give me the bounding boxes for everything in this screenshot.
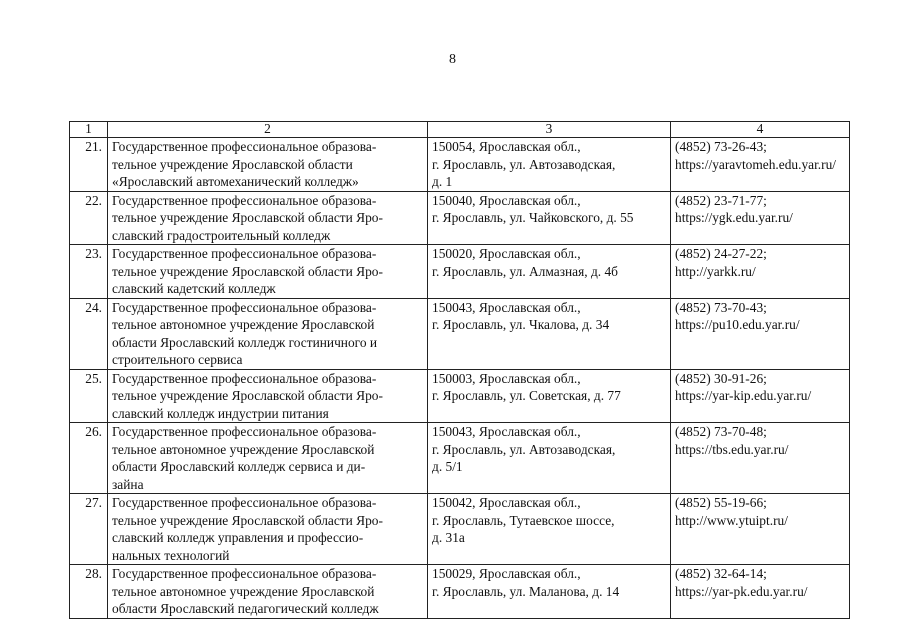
institution-name-line: славский кадетский колледж	[112, 281, 276, 296]
institution-name-line: Государственное профессиональное образова-	[112, 424, 377, 439]
institution-contact-line: https://yaravtomeh.edu.yar.ru/	[675, 156, 837, 172]
institution-contact	[671, 369, 850, 423]
table-row	[70, 369, 850, 423]
institution-contact-line: (4852) 23-71-77;	[675, 192, 767, 208]
table-row	[70, 298, 850, 369]
institution-address	[428, 369, 671, 423]
table-row	[70, 245, 850, 299]
institution-address	[428, 565, 671, 619]
institution-name	[108, 298, 428, 369]
institution-contact	[671, 423, 850, 494]
institution-address-line: д. 5/1	[432, 459, 463, 474]
institution-address	[428, 423, 671, 494]
institution-contact-line: https://yar-kip.edu.yar.ru/	[675, 388, 812, 403]
institution-contact	[671, 191, 850, 245]
institution-name	[108, 494, 428, 565]
row-number: 26.	[70, 423, 108, 494]
institution-address-line: 150054, Ярославская обл.,	[432, 139, 581, 154]
institution-contact-line: https://yar-pk.edu.yar.ru/	[675, 583, 808, 599]
table-row	[70, 191, 850, 245]
institution-name-line: Государственное профессиональное образова-	[112, 566, 377, 581]
institution-address-line: д. 31а	[432, 530, 465, 545]
institution-name-line: зайна	[112, 476, 144, 492]
institution-name-line: строительного сервиса	[112, 352, 243, 367]
institution-name	[108, 369, 428, 423]
institution-contact-line: (4852) 73-70-48;	[675, 424, 767, 439]
table-row	[70, 138, 850, 192]
institution-name	[108, 138, 428, 192]
institution-contact-line: http://yarkk.ru/	[675, 263, 756, 279]
table-row	[70, 565, 850, 619]
row-number: 25.	[70, 369, 108, 423]
institution-address-line: г. Ярославль, ул. Советская, д. 77	[432, 388, 621, 403]
institution-name-line: Государственное профессиональное образова-	[112, 495, 377, 510]
table-row	[70, 423, 850, 494]
institution-name	[108, 565, 428, 619]
column-header: 4	[671, 122, 850, 138]
institution-name-line: области Ярославский колледж гостиничного и	[112, 334, 378, 350]
institution-name-line: Государственное профессиональное образова-	[112, 246, 377, 261]
institution-contact-line: https://ygk.edu.yar.ru/	[675, 210, 793, 225]
institution-address	[428, 191, 671, 245]
institution-name-line: славский колледж управления и профессио-	[112, 530, 364, 545]
institution-contact	[671, 494, 850, 565]
institution-name-line: тельное учреждение Ярославской области	[112, 156, 353, 172]
institution-name	[108, 245, 428, 299]
institution-address-line: 150043, Ярославская обл.,	[432, 299, 581, 315]
institution-address-line: г. Ярославль, ул. Маланова, д. 14	[432, 583, 620, 599]
institution-contact-line: (4852) 55-19-66;	[675, 495, 767, 510]
institution-address-line: 150029, Ярославская обл.,	[432, 566, 581, 581]
institution-name-line: области Ярославский педагогический колледж	[112, 601, 379, 616]
institution-name-line: тельное автономное учреждение Ярославской	[112, 583, 375, 599]
institution-name	[108, 191, 428, 245]
institution-name-line: тельное учреждение Ярославской области Яро-	[112, 512, 383, 528]
institution-name-line: тельное автономное учреждение Ярославской	[112, 441, 375, 457]
table-row	[70, 494, 850, 565]
row-number: 22.	[70, 191, 108, 245]
institution-address	[428, 245, 671, 299]
institution-contact-line: (4852) 24-27-22;	[675, 246, 767, 261]
institution-name-line: Государственное профессиональное образова-	[112, 370, 377, 386]
column-header: 1	[70, 122, 108, 138]
institution-contact	[671, 138, 850, 192]
row-number: 23.	[70, 245, 108, 299]
institution-address-line: 150043, Ярославская обл.,	[432, 424, 581, 439]
institution-address-line: д. 1	[432, 174, 453, 189]
institution-contact	[671, 565, 850, 619]
institution-contact-line: (4852) 32-64-14;	[675, 566, 767, 581]
institution-name-line: Государственное профессиональное образова-	[112, 139, 377, 154]
table-body	[70, 138, 850, 619]
institution-contact-line: (4852) 73-26-43;	[675, 139, 767, 154]
header-row	[70, 122, 850, 138]
institution-name-line: тельное автономное учреждение Ярославской	[112, 317, 375, 332]
institution-contact-line: (4852) 30-91-26;	[675, 370, 767, 386]
institution-contact-line: (4852) 73-70-43;	[675, 299, 767, 315]
institution-name-line: «Ярославский автомеханический колледж»	[112, 174, 359, 189]
institution-name-line: тельное учреждение Ярославской области Яро-	[112, 388, 383, 403]
institution-address-line: г. Ярославль, ул. Автозаводская,	[432, 441, 616, 457]
row-number: 28.	[70, 565, 108, 619]
institution-name-line: Государственное профессиональное образова-	[112, 299, 377, 315]
institution-address-line: г. Ярославль, Тутаевское шоссе,	[432, 512, 615, 528]
institution-name-line: нальных технологий	[112, 547, 230, 563]
institution-name-line: славский колледж индустрии питания	[112, 405, 329, 421]
institutions-table	[69, 121, 850, 619]
row-number: 27.	[70, 494, 108, 565]
row-number: 21.	[70, 138, 108, 192]
institution-address-line: 150020, Ярославская обл.,	[432, 246, 581, 261]
institution-contact-line: https://pu10.edu.yar.ru/	[675, 317, 800, 332]
institution-contact	[671, 298, 850, 369]
institution-address-line: г. Ярославль, ул. Алмазная, д. 4б	[432, 263, 618, 279]
institution-address-line: г. Ярославль, ул. Чкалова, д. 34	[432, 317, 610, 332]
institution-name-line: тельное учреждение Ярославской области Яро-	[112, 263, 383, 279]
institution-contact-line: http://www.ytuipt.ru/	[675, 512, 788, 528]
institution-contact	[671, 245, 850, 299]
institution-address-line: г. Ярославль, ул. Чайковского, д. 55	[432, 210, 634, 225]
institution-address-line: 150003, Ярославская обл.,	[432, 370, 581, 386]
institution-address-line: г. Ярославль, ул. Автозаводская,	[432, 156, 616, 172]
institution-contact-line: https://tbs.edu.yar.ru/	[675, 441, 789, 457]
institution-address-line: 150042, Ярославская обл.,	[432, 495, 581, 510]
column-header: 2	[108, 122, 428, 138]
institution-name-line: тельное учреждение Ярославской области Яро-	[112, 210, 383, 225]
institution-name-line: Государственное профессиональное образова-	[112, 192, 377, 208]
column-header: 3	[428, 122, 671, 138]
institution-name-line: области Ярославский колледж сервиса и ди-	[112, 459, 366, 474]
institution-address	[428, 138, 671, 192]
institution-address	[428, 494, 671, 565]
institution-name	[108, 423, 428, 494]
institution-name-line: славский градостроительный колледж	[112, 227, 331, 243]
institution-address-line: 150040, Ярославская обл.,	[432, 192, 581, 208]
institution-address	[428, 298, 671, 369]
page-number: 8	[449, 52, 456, 67]
row-number: 24.	[70, 298, 108, 369]
